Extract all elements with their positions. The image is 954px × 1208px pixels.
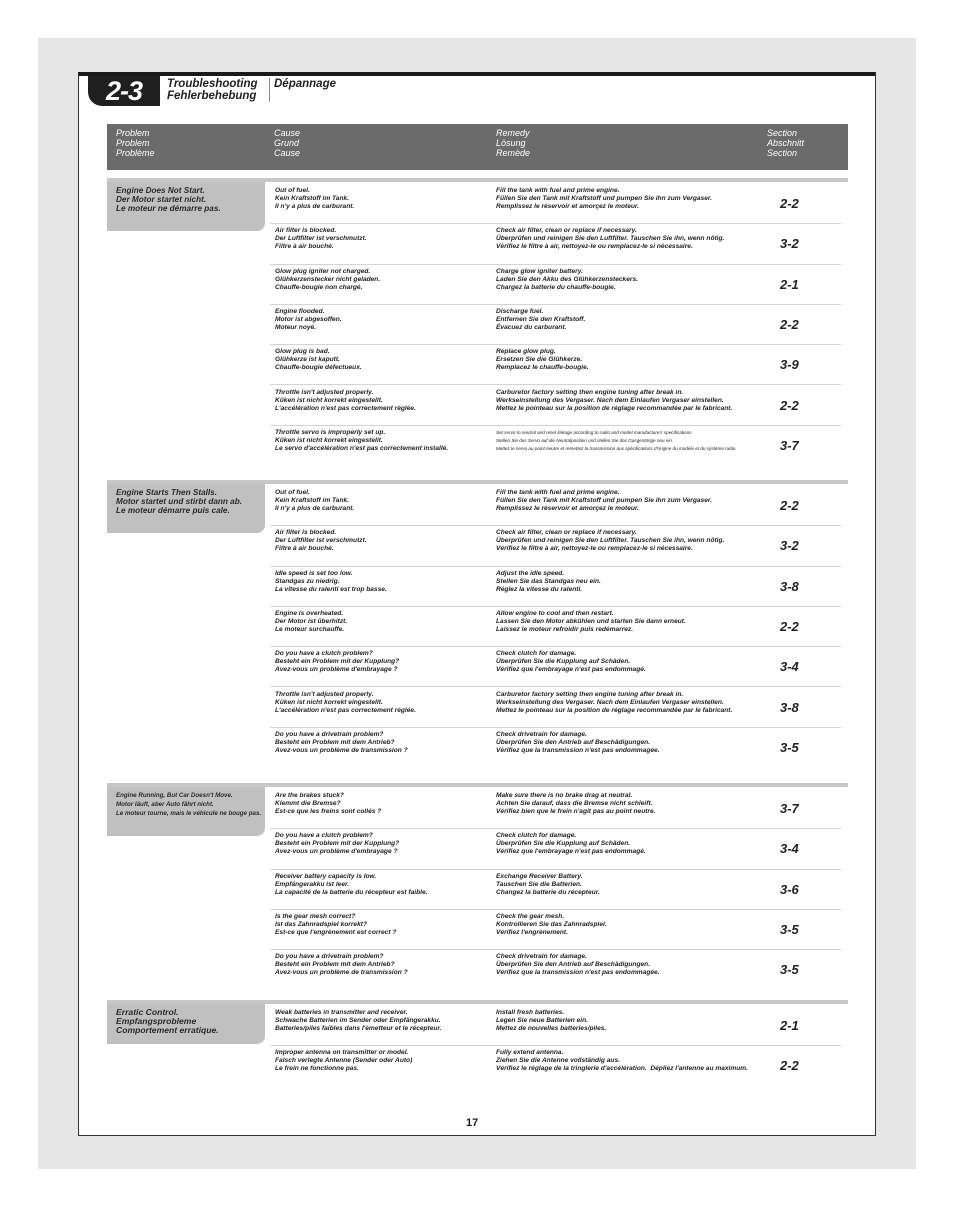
table-row (270, 386, 841, 426)
remedy-text: Fully extend antenna. Ziehen Sie die Antenne vollständig aus. Vérifiez le réglage de la tringlerie d'accélération. Dépliez l'antenne au maximum. (496, 1049, 748, 1073)
cause-text: Do you have a clutch problem? Besteht ein Problem mit der Kupplung? Avez-vous un problème d'embrayage ? (275, 832, 400, 856)
problem-label (107, 787, 265, 836)
section-title-de: Fehlerbehebung (167, 90, 257, 102)
remedy-text: Check the gear mesh. Kontrollieren Sie das Zahnradspiel. Vérifiez l'engrènement. (496, 912, 607, 936)
cause-text: Engine flooded. Motor ist abgesoffen. Moteur noyé. (275, 307, 342, 331)
table-row (270, 305, 841, 345)
section-ref: 2-2 (780, 316, 799, 332)
remedy-text: Adjust the idle speed. Stellen Sie das Standgas neu ein. Réglez la vitesse du ralenti. (496, 569, 601, 593)
section-ref: 2-2 (780, 1058, 799, 1074)
remedy-text: Carburetor factory setting then engine tuning after break in. Werkseinstellung des Vergaser. Nach dem Einlaufen Vergaser einstellen. Mettez le pointeau sur la position de réglage recommandée par le fabricant. (496, 690, 733, 714)
section-ref: 3-8 (780, 578, 799, 594)
cause-text: Throttle servo is improperly set up. Küken ist nicht korrekt eingestellt. Le servo d'accélération n'est pas correctement installé. (275, 428, 449, 452)
problem-text: Engine Starts Then Stalls. Motor startet und stirbt dann ab. Le moteur démarre puis cale. (116, 488, 242, 515)
remedy-text: Check drivetrain for damage. Überprüfen Sie den Antrieb auf Beschädigungen. Vérifiez que la transmission n'est pas endommagée. (496, 730, 660, 754)
cause-text: Are the brakes stuck? Klemmt die Bremse? Est-ce que les freins sont collés ? (275, 792, 382, 815)
section-ref: 3-7 (780, 437, 799, 453)
remedy-text: Set servo to neutral and reset linkage according to radio and model manufacture's specifications. Stellen Sie das Servo auf die Neutralposition und stellen Sie das Gasgestänge neu ein. Mettez le servo au point neutre et remettez la transmission aux spécifications d'origine du modèle et du système radio. (496, 429, 737, 451)
section-ref: 3-4 (780, 841, 799, 857)
problem-text: Engine Does Not Start. Der Motor startet nicht. Le moteur ne démarre pas. (116, 186, 221, 213)
remedy-text: Carburetor factory setting then engine tuning after break in. Werkseinstellung des Vergaser. Nach dem Einlaufen Vergaser einstellen. Mettez le pointeau sur la position de réglage recommandée par le fabricant. (496, 388, 733, 412)
section-ref: 2-1 (780, 276, 799, 292)
table-row (270, 224, 841, 264)
remedy-text: Discharge fuel. Entfernen Sie den Kraftstoff. Évacuez du carburant. (496, 307, 586, 331)
table-row (270, 567, 841, 607)
table-row (270, 789, 841, 829)
section-ref: 3-4 (780, 659, 799, 675)
section-ref: 3-7 (780, 801, 799, 816)
table-row (270, 345, 841, 385)
problem-label (107, 484, 265, 533)
section-title-fr: Dépannage (274, 78, 336, 90)
cause-text: Idle speed is set too low. Standgas zu niedrig. La vitesse du ralenti est trop basse. (275, 569, 387, 593)
cause-text: Throttle isn't adjusted properly. Küken ist nicht korrekt eingestellt. L'accélération n'est pas correctement réglée. (275, 690, 416, 714)
cause-text: Do you have a drivetrain problem? Besteht ein Problem mit dem Antrieb? Avez-vous un problème de transmission ? (275, 730, 408, 754)
cause-text: Glow plug igniter not charged. Glühkerzenstecker nicht geladen. Chauffe-bougie non chargé. (275, 267, 381, 291)
table-row (270, 526, 841, 566)
table-row (270, 829, 841, 869)
cause-text: Receiver battery capacity is low. Empfängerakku ist leer. La capacité de la batterie du récepteur est faible. (275, 872, 428, 896)
section-title-en: Troubleshooting (167, 78, 258, 90)
section-ref: 3-2 (780, 538, 799, 554)
cause-text: Do you have a clutch problem? Besteht ein Problem mit der Kupplung? Avez-vous un problème d'embrayage ? (275, 650, 400, 674)
remedy-text: Check clutch for damage. Überprüfen Sie die Kupplung auf Schäden. Vérifiez que l'embrayage n'est pas endommagé. (496, 650, 646, 674)
remedy-text: Check clutch for damage. Überprüfen Sie die Kupplung auf Schäden. Vérifiez que l'embrayage n'est pas endommagé. (496, 832, 646, 856)
problem-text: Erratic Control. Empfangsprobleme Comportement erratique. (116, 1007, 219, 1035)
table-row (270, 265, 841, 305)
remedy-text: Make sure there is no brake drag at neutral. Achten Sie darauf, dass die Bremse nicht schleift. Vérifiez bien que le frein n'agit pas au point neutre. (496, 792, 656, 815)
header-problem: Problem Problem Problème (116, 128, 155, 158)
section-ref: 2-1 (780, 1018, 799, 1033)
remedy-text: Check air filter, clean or replace if necessary. Überprüfen und reinigen Sie den Luftfilter. Tauschen Sie ihn, wenn nötig. Vérifiez le filtre à air, nettoyez-le ou remplacez-le si nécessaire. (496, 529, 725, 553)
section-ref: 3-2 (780, 236, 799, 252)
cause-text: Glow plug is bad. Glühkerze ist kaputt. Chauffe-bougie défectueux. (275, 348, 362, 372)
remedy-text: Fill the tank with fuel and prime engine. Füllen Sie den Tank mit Kraftstoff und pumpen Sie ihn zum Vergaser. Remplissez le réservoir et amorçez le moteur. (496, 187, 712, 210)
section-ref: 3-5 (780, 921, 799, 937)
remedy-text: Install fresh batteries. Legen Sie neue Batterien ein. Mettez de nouvelles batteries/piles. (496, 1009, 607, 1032)
section-ref: 3-6 (780, 881, 799, 897)
remedy-text: Check drivetrain for damage. Überprüfen Sie den Antrieb auf Beschädigungen. Vérifiez que la transmission n'est pas endommagée. (496, 953, 660, 977)
table-row (270, 910, 841, 950)
cause-text: Engine is overheated. Der Motor ist überhitzt. Le moteur surchauffe. (275, 609, 348, 633)
table-row (270, 426, 841, 466)
cause-text: Do you have a drivetrain problem? Besteht ein Problem mit dem Antrieb? Avez-vous un problème de transmission ? (275, 953, 408, 977)
section-ref: 3-5 (780, 739, 799, 755)
section-ref: 2-2 (780, 618, 799, 634)
problem-label (107, 182, 265, 231)
table-row (270, 688, 841, 728)
cause-text: Improper antenna on transmitter or model. Falsch verlegte Antenne (Sender oder Auto) Le frein ne fonctionne pas. (275, 1049, 413, 1073)
table-header (107, 124, 848, 170)
section-ref: 3-8 (780, 699, 799, 715)
table-row (270, 728, 841, 768)
title-divider (269, 78, 270, 102)
cause-text: Throttle isn't adjusted properly. Küken ist nicht korrekt eingestellt. L'accélération n'est pas correctement réglée. (275, 388, 416, 412)
remedy-text: Charge glow igniter battery. Laden Sie den Akku des Glühkerzensteckers. Chargez la batterie du chauffe-bougie. (496, 267, 638, 291)
remedy-text: Allow engine to cool and then restart. Lassen Sie den Motor abkühlen und starten Sie dann erneut. Laissez le moteur refroidir puis redémarrez. (496, 609, 686, 633)
problem-text: Engine Running, But Car Doesn't Move. Motor läuft, aber Auto fährt nicht. Le moteur tourne, mais le véhicule ne bouge pas. (116, 792, 262, 817)
page-number: 17 (466, 1117, 479, 1129)
cause-text: Air filter is blocked. Der Luftfilter ist verschmutzt. Filtre à air bouché. (275, 227, 367, 251)
header-section: Section Abschnitt Section (767, 128, 805, 158)
cause-text: Weak batteries in transmitter and receiver. Schwache Batterien im Sender oder Empfängerakku. Batteries/piles faibles dans l'émetteur et le récepteur. (275, 1009, 442, 1032)
remedy-text: Check air filter, clean or replace if necessary. Überprüfen und reinigen Sie den Luftfilter. Tauschen Sie ihn, wenn nötig. Vérifiez le filtre à air, nettoyez-le ou remplacez-le si nécessaire. (496, 227, 725, 251)
remedy-text: Replace glow plug. Ersetzen Sie die Glühkerze. Remplacez le chauffe-bougie. (496, 348, 589, 372)
cause-text: Is the gear mesh correct? Ist das Zahnradspiel korrekt? Est-ce que l'engrènement est correct ? (275, 912, 397, 936)
cause-text: Out of fuel. Kein Kraftstoff im Tank. Il n'y a plus de carburant. (275, 187, 355, 210)
section-ref: 2-2 (780, 498, 799, 513)
table-row (270, 1006, 841, 1046)
cause-text: Out of fuel. Kein Kraftstoff im Tank. Il n'y a plus de carburant. (275, 489, 355, 512)
table-row (270, 486, 841, 526)
table-row (270, 950, 841, 990)
section-ref: 3-9 (780, 357, 799, 373)
header-cause: Cause Grund Cause (274, 128, 301, 158)
remedy-text: Fill the tank with fuel and prime engine. Füllen Sie den Tank mit Kraftstoff und pumpen Sie ihn zum Vergaser. Remplissez le réservoir et amorçez le moteur. (496, 489, 712, 512)
remedy-text: Exchange Receiver Battery. Tauschen Sie die Batterien. Changez la batterie du récepteur. (496, 872, 600, 896)
cause-text: Air filter is blocked. Der Luftfilter ist verschmutzt. Filtre à air bouché. (275, 529, 367, 553)
section-ref: 2-2 (780, 397, 799, 413)
header-remedy: Remedy Lösung Remède (496, 128, 531, 158)
table-row (270, 1046, 841, 1086)
table-row (270, 184, 841, 224)
section-ref: 3-5 (780, 962, 799, 978)
section-badge: 2-3 (88, 76, 160, 106)
table-row (270, 647, 841, 687)
table-row (270, 870, 841, 910)
section-ref: 2-2 (780, 196, 799, 211)
table-row (270, 607, 841, 647)
problem-label (107, 1004, 265, 1044)
